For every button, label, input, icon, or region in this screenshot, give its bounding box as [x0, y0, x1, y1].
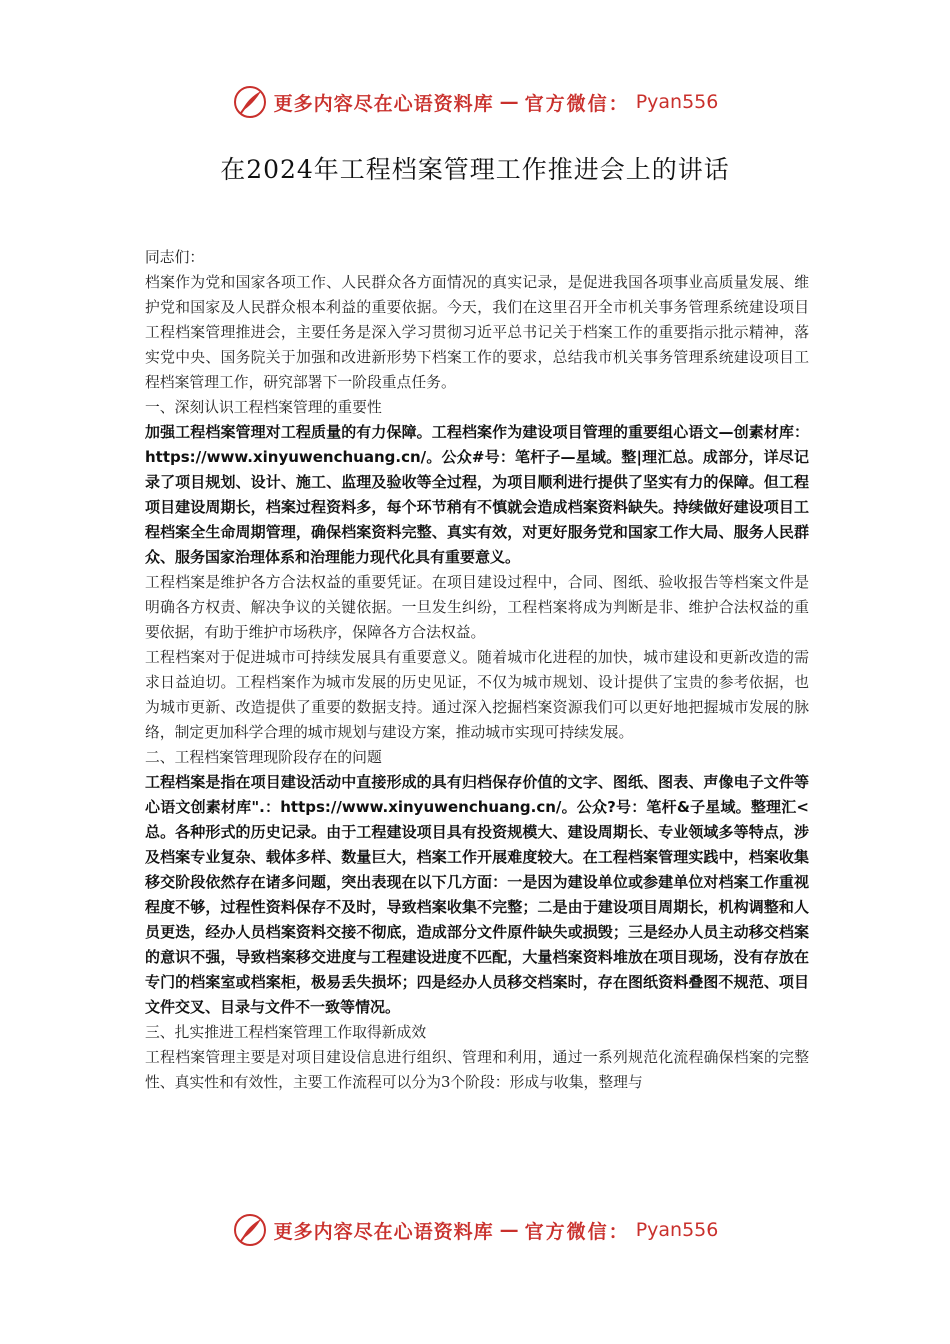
- paragraph-intro: 档案作为党和国家各项工作、人民群众各方面情况的真实记录，是促进我国各项事业高质量发展、维护党和国家及人民群众根本利益的重要依据。今天，我们在这里召开全市机关事务管理系统建设项目工程档案管理推进会，主要任务是深入学习贯彻习近平总书记关于档案工作的重要指示批示精神，落实党中央、国务院关于加强和改进新形势下档案工作的要求，总结我市机关事务管理系统建设项目工程档案管理工作，研究部署下一阶段重点任务。: [145, 274, 809, 391]
- quill-logo-icon: [232, 84, 268, 120]
- quill-logo-icon: [232, 1212, 268, 1248]
- watermark-text: 更多内容尽在心语资料库: [273, 1220, 494, 1243]
- paragraph-quality: 加强工程档案管理对工程质量的有力保障。工程档案作为建设项目管理的重要组心语文—创素材库：https://www.xinyuwenchuang.cn/。公众#号：笔杆子—星域。整|理汇总。成部分，详尽记录了项目规划、设计、施工、监理及验收等全过程，为项目顺利进行提供了坚实有力的保障。但工程项目建设周期长，档案过程资料多，每个环节稍有不慎就会造成档案资料缺失。持续做好建设项目工程档案全生命周期管理，确保档案资料完整、真实有效，对更好服务党和国家工作大局、服务人民群众、服务国家治理体系和治理能力现代化具有重要意义。: [145, 423, 809, 566]
- document-body: [145, 245, 809, 1095]
- section-heading-3: 三、扎实推进工程档案管理工作取得新成效: [145, 1024, 427, 1041]
- watermark-text: 更多内容尽在心语资料库: [273, 92, 494, 115]
- watermark-wechat-id: Pyan556: [635, 1219, 719, 1241]
- paragraph-urban: 工程档案对于促进城市可持续发展具有重要意义。随着城市化进程的加快，城市建设和更新改造的需求日益迫切。工程档案作为城市发展的历史见证，不仅为城市规划、设计提供了宝贵的参考依据，也为城市更新、改造提供了重要的数据支持。通过深入挖掘档案资源我们可以更好地把握城市发展的脉络，制定更加科学合理的城市规划与建设方案，推动城市实现可持续发展。: [145, 649, 809, 741]
- section-heading-2: 二、工程档案管理现阶段存在的问题: [145, 749, 382, 766]
- section-heading-1: 一、深刻认识工程档案管理的重要性: [145, 399, 382, 416]
- paragraph-rights: 工程档案是维护各方合法权益的重要凭证。在项目建设过程中，合同、图纸、验收报告等档案文件是明确各方权责、解决争议的关键依据。一旦发生纠纷，工程档案将成为判断是非、维护合法权益的重要依据，有助于维护市场秩序，保障各方合法权益。: [145, 574, 809, 641]
- salutation: 同志们：: [145, 249, 205, 266]
- paragraph-problems: 工程档案是指在项目建设活动中直接形成的具有归档保存价值的文字、图纸、图表、声像电子文件等心语文创素材库".：https://www.xinyuwenchuang.cn/。公众?号：笔杆&子星域。整理汇<总。各种形式的历史记录。由于工程建设项目具有投资规模大、建设周期长、专业领域多等特点，涉及档案专业复杂、载体多样、数量巨大，档案工作开展难度较大。在工程档案管理实践中，档案收集移交阶段依然存在诸多问题，突出表现在以下几方面：一是因为建设单位或参建单位对档案工作重视程度不够，过程性资料保存不及时，导致档案收集不完整；二是由于建设项目周期长，机构调整和人员更迭，经办人员档案资料交接不彻底，造成部分文件原件缺失或损毁；三是经办人员主动移交档案的意识不强，导致档案移交进度与工程建设进度不匹配，大量档案资料堆放在项目现场，没有存放在专门的档案室或档案柜，极易丢失损坏；四是经办人员移交档案时，存在图纸资料叠图不规范、项目文件交叉、目录与文件不一致等情况。: [145, 773, 809, 1016]
- watermark-wechat-id: Pyan556: [635, 91, 719, 113]
- paragraph-process: 工程档案管理主要是对项目建设信息进行组织、管理和利用，通过一系列规范化流程确保档案的完整性、真实性和有效性，主要工作流程可以分为3个阶段：形成与收集，整理与: [145, 1049, 809, 1091]
- document-title: 在2024年工程档案管理工作推进会上的讲话: [220, 155, 730, 184]
- watermark-dash: —: [499, 91, 519, 113]
- watermark-dash: —: [499, 1219, 519, 1241]
- watermark-banner-top: [0, 80, 950, 124]
- watermark-banner-bottom: [0, 1208, 950, 1252]
- watermark-label: 官方微信：: [524, 1220, 630, 1243]
- watermark-label: 官方微信：: [524, 92, 630, 115]
